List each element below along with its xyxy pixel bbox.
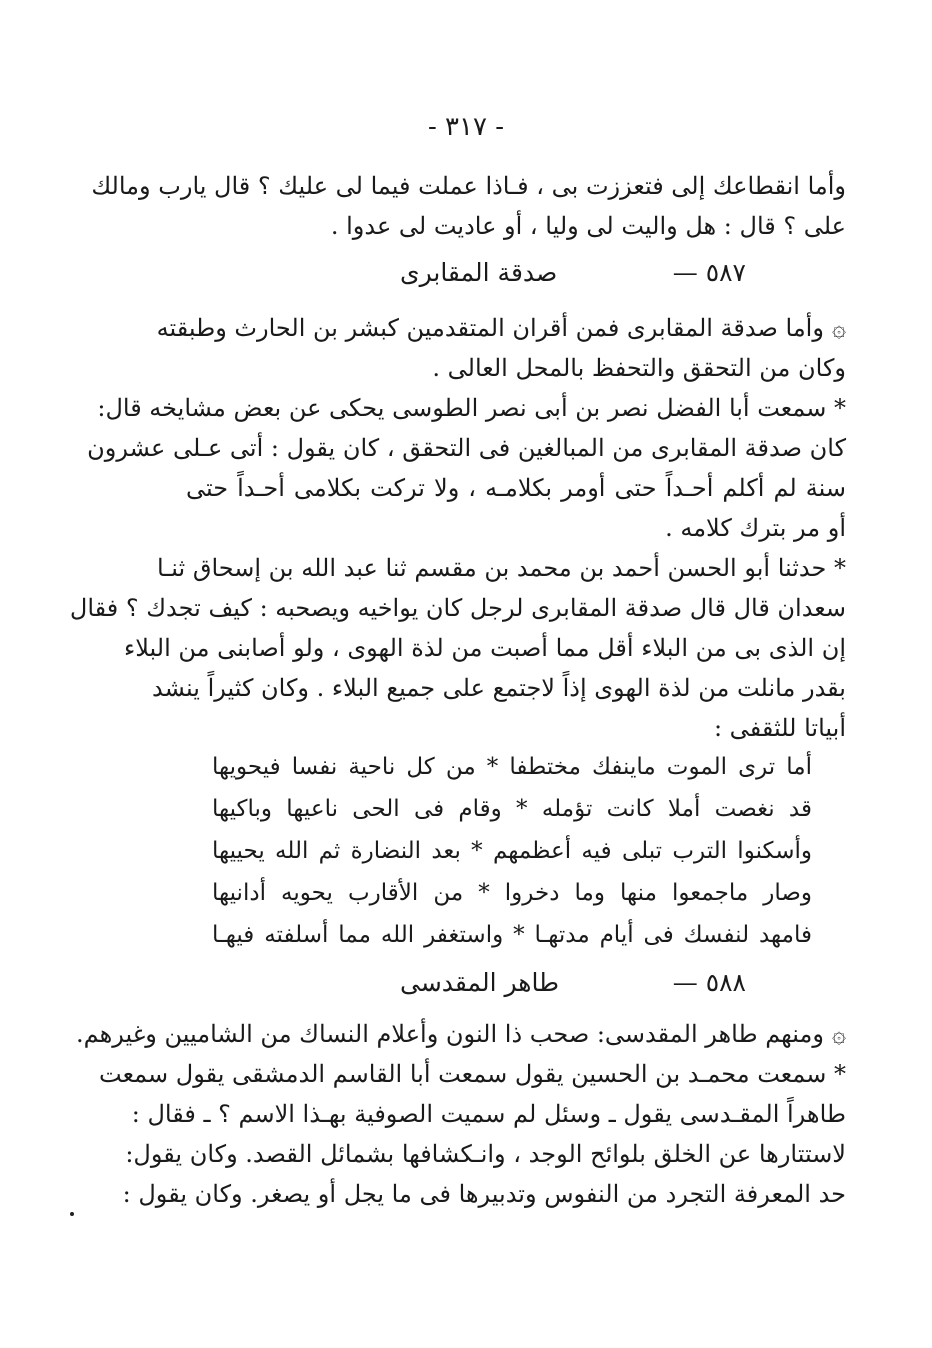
text-line: وأما انقطاعك إلى فتعززت بى ، فـاذا عملت فيما لى عليك ؟ قال يارب ومالك (91, 172, 846, 200)
flower-ornament-icon: ۞ (831, 1020, 846, 1048)
text-line: على ؟ قال : هل واليت لى وليا ، أو عاديت لى عدوا . (330, 212, 846, 240)
section-588-body (75, 1014, 846, 1214)
text-line: طاهراً المقـدسى يقول ـ وسئل لم سميت الصوفية بهـذا الاسم ؟ ـ فقال : (131, 1100, 846, 1128)
text-line: وأما صدقة المقابرى فمن أقران المتقدمين كبشر بن الحارث وطبقته (156, 314, 824, 342)
section-number: ٥٨٧ — (672, 258, 746, 287)
text-line: كان صدقة المقابرى من المبالغين فى التحقق ، كان يقول : أتى عـلى عشرون (87, 434, 846, 462)
text-line: أبياتا للثقفى : (713, 714, 846, 742)
text-line: سعدان قال قال صدقة المقابرى لرجل كان يواخيه ويصحبه : كيف تجدك ؟ فقال (69, 594, 846, 622)
section-title: طاهر المقدسى (400, 968, 560, 997)
poem-verses (212, 746, 812, 956)
verse-line: وصار ماجمعوا منها وما دخروا * من الأقارب يحويه أدانيها (212, 880, 812, 906)
text-line: أو مر بترك كلامه . (665, 514, 846, 542)
verse-line: وأسكنوا الترب تبلى فيه أعظمهم * بعد النضارة ثم الله يحييها (212, 838, 812, 864)
text-line: حد المعرفة التجرد من النفوس وتدبيرها فى ما يجل أو يصغر. وكان يقول : (122, 1180, 846, 1208)
text-line: * سمعت أبا الفضل نصر بن أبى نصر الطوسى يحكى عن بعض مشايخه قال: (97, 394, 846, 422)
section-heading-588 (0, 968, 932, 1008)
section-title: صدقة المقابرى (400, 258, 558, 287)
verse-line: أما ترى الموت ماينفك مختطفا * من كل ناحية نفسا فيحويها (212, 754, 812, 780)
text-line: وكان من التحقق والتحفظ بالمحل العالى . (432, 354, 846, 382)
verse-line: قد نغصت أملا كانت تؤمله * وقام فى الحى ناعيها وباكيها (212, 796, 812, 822)
text-line: إن الذى بى من البلاء أقل مما أصبت من لذة الهوى ، ولو أصابنى من البلاء (123, 634, 846, 662)
ink-speck (70, 1212, 74, 1216)
text-line: لاستتارها عن الخلق بلوائح الوجد ، وانـكشافها بشمائل القصد. وكان يقول: (125, 1140, 846, 1168)
text-line: * حدثنا أبو الحسن أحمد بن محمد بن مقسم ثنا عبد الله بن إسحاق ثنـا (156, 554, 846, 582)
section-heading-587 (0, 258, 932, 298)
text-line: بقدر مانلت من لذة الهوى إذاً لاجتمع على جميع البلاء . وكان كثيراً ينشد (152, 674, 846, 702)
text-line: ومنهم طاهر المقدسى: صحب ذا النون وأعلام النساك من الشاميين وغيرهم. (75, 1020, 824, 1048)
section-number: ٥٨٨ — (672, 968, 746, 997)
text-line: سنة لم أكلم أحـداً حتى أومر بكلامـه ، ولا تركت بكلامى أحـداً حتى (186, 474, 846, 502)
verse-line: فامهد لنفسك فى أيام مدتهـا * واستغفر الله مما أسلفته فيهـا (212, 922, 812, 948)
page-number: - ٣١٧ - (427, 112, 505, 142)
paragraph-continuation (91, 166, 846, 246)
text-line: * سمعت محمـد بن الحسين يقول سمعت أبا القاسم الدمشقى يقول سمعت (99, 1060, 846, 1088)
section-587-body (69, 308, 846, 748)
flower-ornament-icon: ۞ (831, 314, 846, 342)
